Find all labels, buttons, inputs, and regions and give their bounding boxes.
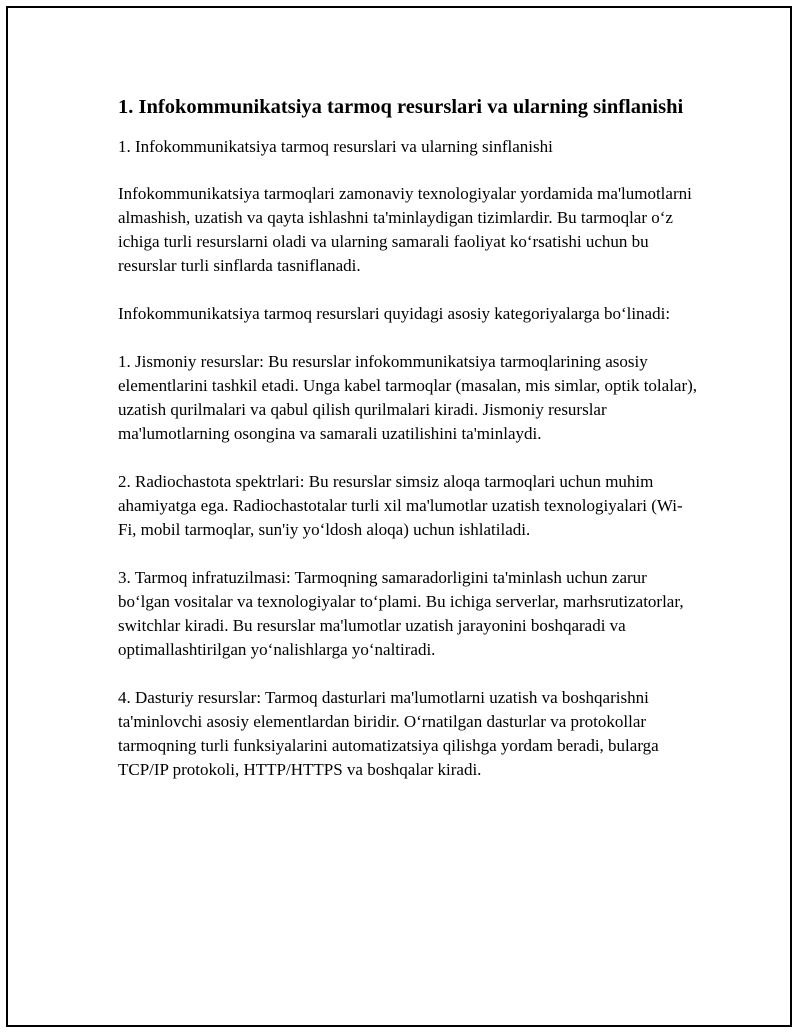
paragraph-radio-spectrum: 2. Radiochastota spektrlari: Bu resurslar simsiz aloqa tarmoqlari uchun muhim ahamiyatga ega. Radiochastotalar turli xil ma'lumotlar uzatish texnologiyalari (Wi-Fi, mobil tarmoqlar, sun'iy yo‘ldosh aloqa) uchun ishlatiladi. xyxy=(118,472,683,539)
paragraph-intro: Infokommunikatsiya tarmoqlari zamonaviy texnologiyalar yordamida ma'lumotlarni almashish, uzatish va qayta ishlashni ta'minlaydigan tizimlardir. Bu tarmoqlar o‘z ichiga turli resurslarni oladi va ularning samarali faoliyat ko‘rsatishi uchun bu resurslar turli sinflarda tasniflanadi. xyxy=(118,184,692,275)
document-body xyxy=(118,94,698,806)
paragraph-subtitle: 1. Infokommunikatsiya tarmoq resurslari va ularning sinflanishi xyxy=(118,137,553,156)
paragraph-network-infrastructure: 3. Tarmoq infratuzilmasi: Tarmoqning samaradorligini ta'minlash uchun zarur bo‘lgan vositalar va texnologiyalar to‘plami. Bu ichiga serverlar, marhsrutizatorlar, switchlar kiradi. Bu resurslar ma'lumotlar uzatish jarayonini boshqaradi va optimallashtirilgan yo‘nalishlarga yo‘naltiradi. xyxy=(118,568,684,659)
document-title: 1. Infokommunikatsiya tarmoq resurslari va ularning sinflanishi xyxy=(118,96,684,118)
paragraph-software-resources: 4. Dasturiy resurslar: Tarmoq dasturlari ma'lumotlarni uzatish va boshqarishni ta'minlovchi asosiy elementlardan biridir. O‘rnatilgan dasturlar va protokollar tarmoqning turli funksiyalarini automatizatsiya qilishga yordam beradi, bularga TCP/IP protokoli, HTTP/HTTPS va boshqalar kiradi. xyxy=(118,688,659,779)
paragraph-physical-resources: 1. Jismoniy resurslar: Bu resurslar infokommunikatsiya tarmoqlarining asosiy elementlarini tashkil etadi. Unga kabel tarmoqlar (masalan, mis simlar, optik tolalar), uzatish qurilmalari va qabul qilish qurilmalari kiradi. Jismoniy resurslar ma'lumotlarning osongina va samarali uzatilishini ta'minlaydi. xyxy=(118,352,698,443)
paragraph-categories-intro: Infokommunikatsiya tarmoq resurslari quyidagi asosiy kategoriyalarga bo‘linadi: xyxy=(118,304,671,323)
